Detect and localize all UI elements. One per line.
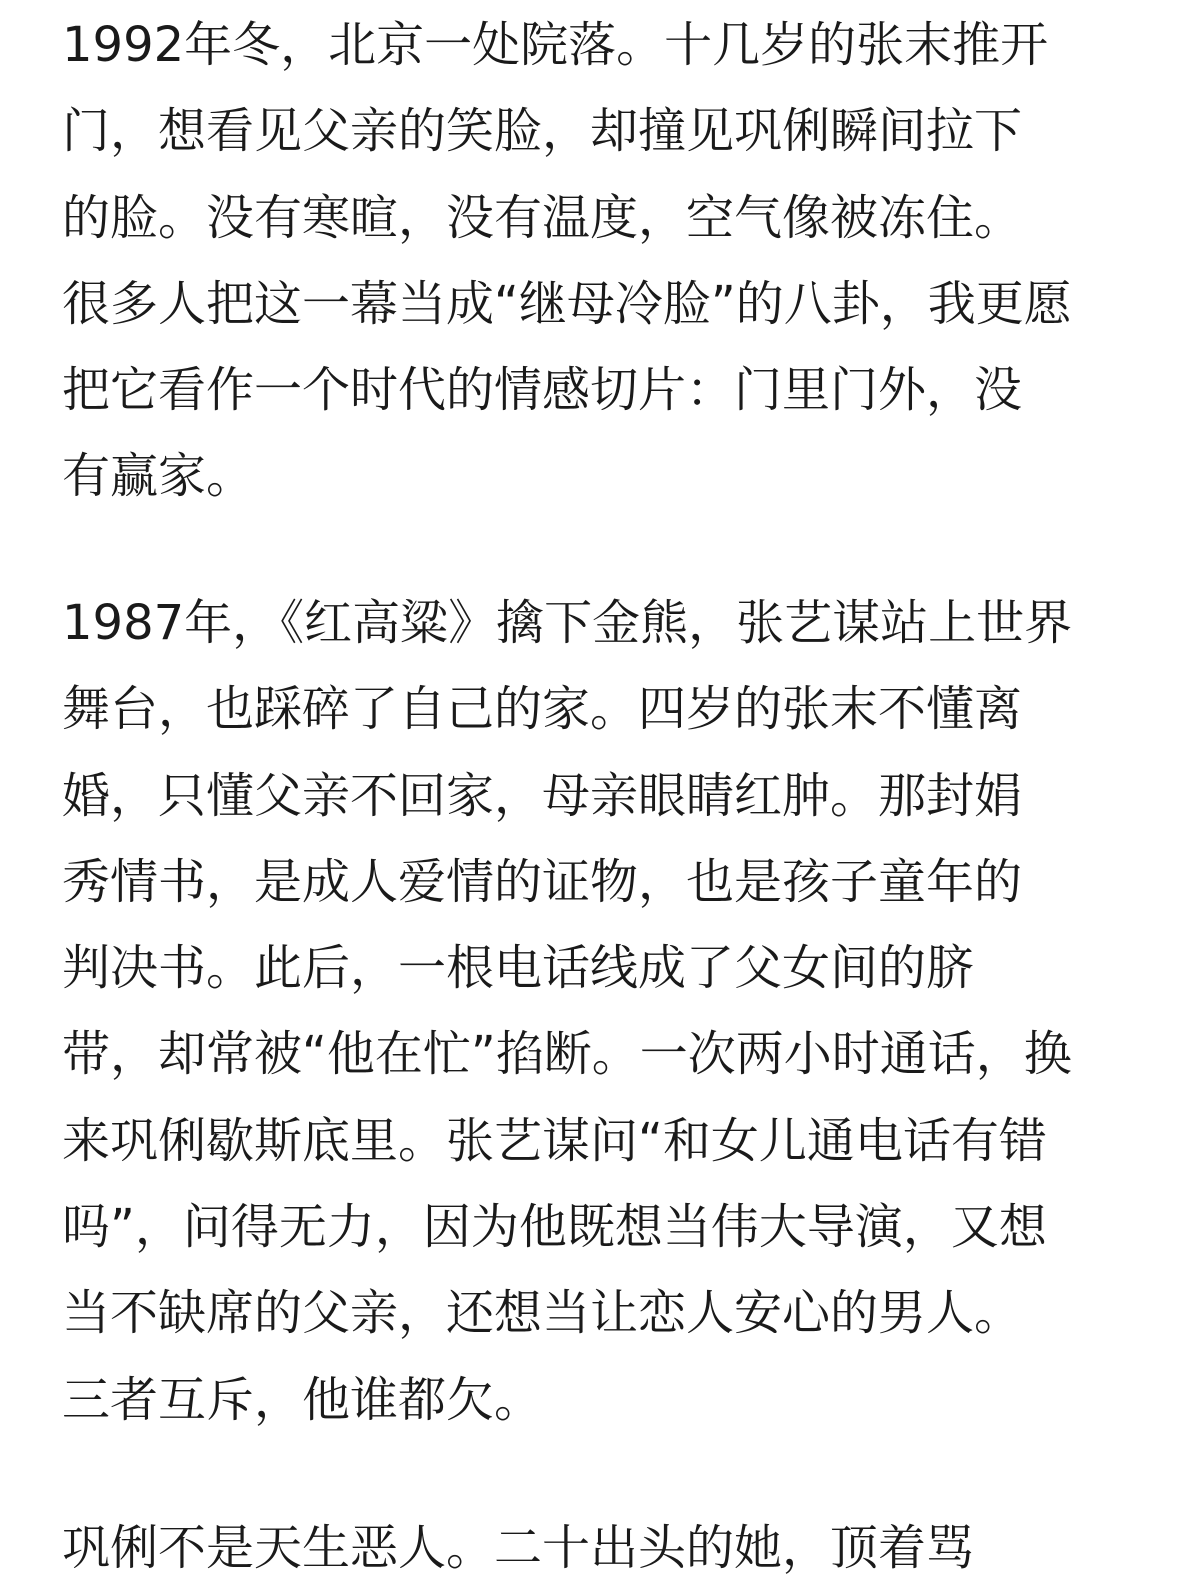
text-line: 秀情书，是成人爱情的证物，也是孩子童年的 [62, 853, 1023, 910]
text-line: 三者互斥，他谁都欠。 [62, 1371, 543, 1428]
text-line: 婚，只懂父亲不回家，母亲眼睛红肿。那封娟 [62, 767, 1023, 824]
text-line: 的脸。没有寒暄，没有温度，空气像被冻住。 [62, 189, 1023, 246]
text-line: 1992年冬，北京一处院落。十几岁的张末推开 [62, 17, 1049, 73]
text-line: 来巩俐歇斯底里。张艺谋问“和女儿通电话有错 [62, 1112, 1047, 1169]
text-line: 巩俐不是天生恶人。二十出头的她，顶着骂 [62, 1520, 975, 1576]
text-line: 带，却常被“他在忙”掐断。一次两小时通话，换 [62, 1026, 1072, 1083]
text-line: 很多人把这一幕当成“继母冷脸”的八卦，我更愿 [62, 275, 1072, 332]
text-line: 舞台，也踩碎了自己的家。四岁的张末不懂离 [62, 681, 1023, 738]
text-line: 1987年，《红高粱》擒下金熊，张艺谋站上世界 [62, 595, 1073, 651]
text-line: 把它看作一个时代的情感切片：门里门外，没 [62, 362, 1023, 419]
text-line: 判决书。此后，一根电话线成了父女间的脐 [62, 940, 975, 997]
text-line: 当不缺席的父亲，还想当让恋人安心的男人。 [62, 1285, 1023, 1342]
text-line: 有赢家。 [62, 448, 255, 505]
text-line: 门，想看见父亲的笑脸，却撞见巩俐瞬间拉下 [62, 103, 1023, 160]
paragraph-1 [62, 2, 1122, 520]
text-line: 吗”，问得无力，因为他既想当伟大导演，又想 [62, 1199, 1047, 1256]
paragraph-2 [62, 580, 1122, 1443]
paragraph-3 [62, 1505, 1122, 1591]
